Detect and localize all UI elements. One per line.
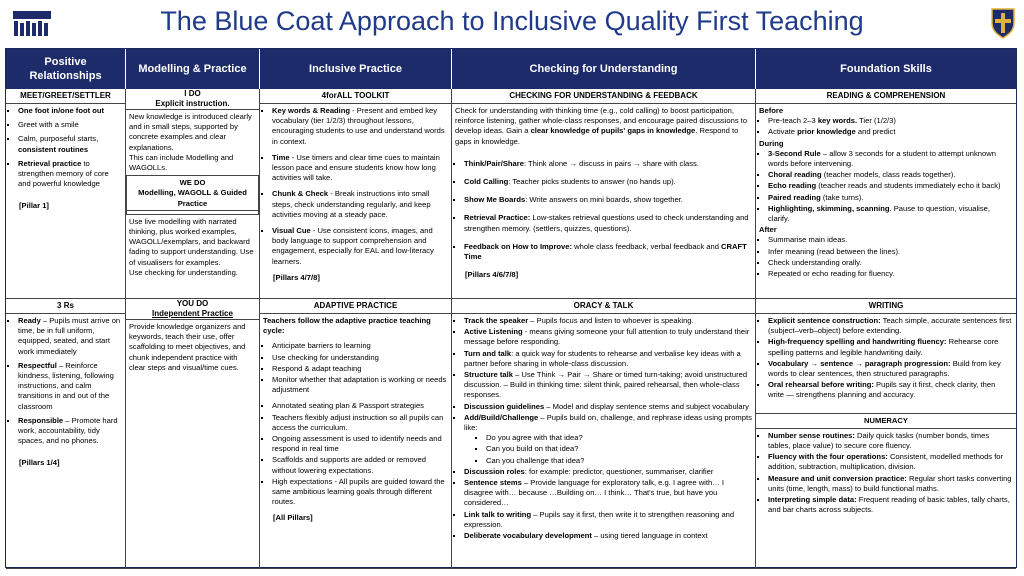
adaptive-practice-intro: Teachers follow the adaptive practice teaching cycle:: [263, 316, 431, 336]
before-label: Before: [759, 106, 784, 115]
list-item: ▪ Summarise main ideas.: [768, 235, 1013, 245]
numeracy-heading: NUMERACY: [756, 413, 1016, 429]
list-item: ▪ Ongoing assessment is used to identify needs and respond in real time: [272, 434, 448, 454]
i-do-heading: I DO Explicit instruction.: [126, 89, 259, 110]
list-item: ▪ Discussion roles: for example: predictor, questioner, summariser, clarifier: [464, 467, 752, 477]
list-item: ▪ Cold Calling: Teacher picks students to answer (no hands up).: [464, 177, 752, 187]
list-item: ▪ Monitor whether that adaptation is working or needs adjustment: [272, 375, 448, 395]
list-item: ▪ Measure and unit conversion practice: Regular short tasks converting units (time, length, mass) to build functional maths.: [768, 474, 1013, 494]
list-item: ▪ Respectful – Reinforce kindness, listening, following instructions, and calm transitions in and out of the classroom: [18, 361, 122, 412]
reading-comprehension-cell: [756, 89, 1016, 299]
list-item: ▪ Feedback on How to Improve: whole class feedback, verbal feedback and CRAFT Time: [464, 242, 752, 262]
you-do-cell: [126, 299, 260, 569]
three-rs-heading: 3 Rs: [6, 299, 125, 314]
list-item: ▪ Discussion guidelines – Model and display sentence stems and subject vocabulary: [464, 402, 752, 412]
column-header-positive-relationships: Positive Relationships: [6, 49, 126, 89]
page-title: The Blue Coat Approach to Inclusive Quality First Teaching: [160, 6, 864, 36]
school-logo-icon: [12, 10, 52, 38]
pillar-label: [Pillars 1/4]: [19, 458, 60, 468]
we-do-heading: WE DO Modelling, WAGOLL & Guided Practice: [127, 177, 258, 211]
checking-understanding-heading: CHECKING FOR UNDERSTANDING & FEEDBACK: [452, 89, 755, 104]
list-item: ▪ Oral rehearsal before writing: Pupils say it first, check clarity, then write — strengthens planning and accuracy.: [768, 380, 1013, 400]
list-item: ▪ Greet with a smile: [18, 120, 122, 130]
list-item: ▪ Pre-teach 2–3 key words. Tier (1/2/3): [768, 116, 1013, 126]
writing-numeracy-cell: [756, 299, 1016, 569]
we-do-text: Use live modelling with narrated thinking, plus worked examples, WAGOLL/exemplars, and backward fading to support understanding. Use of visualisers for examples.: [129, 216, 254, 267]
you-do-text: Provide knowledge organizers and keywords, teach their use, offer scaffolding to meet objectives, and chunk independent practice with clear steps and visual/time cues.: [129, 322, 246, 372]
list-item: ▪ Think/Pair/Share: Think alone → discuss in pairs → share with class.: [464, 159, 752, 169]
i-do-text: New knowledge is introduced clearly and in small steps, supported by concrete examples and clear explanations.: [129, 112, 252, 152]
list-item: ▪ Use checking for understanding: [272, 353, 448, 363]
list-item: ▪ Repeated or echo reading for fluency.: [768, 269, 1013, 279]
list-item: ▪ Anticipate barriers to learning: [272, 341, 448, 351]
pillar-label: [All Pillars]: [273, 513, 313, 523]
list-item: ▪ High expectations - All pupils are guided toward the same ambitious learning goals through different routes.: [272, 477, 448, 508]
list-item: ▪ Activate prior knowledge and predict: [768, 127, 1013, 137]
list-item: ▪ Echo reading (teacher reads and students immediately echo it back): [768, 181, 1013, 191]
school-crest-icon: [990, 7, 1016, 39]
list-item: ▪ Track the speaker – Pupils focus and listen to whoever is speaking.: [464, 316, 752, 326]
list-item: ▪ Respond & adapt teaching: [272, 364, 448, 374]
list-item: ▪ High-frequency spelling and handwriting fluency: Rehearse core spelling patterns and legible handwriting daily.: [768, 337, 1013, 357]
list-item: ▪ Annotated seating plan & Passport strategies: [272, 401, 448, 411]
list-item: ▪ Check understanding orally.: [768, 258, 1013, 268]
column-header-modelling-practice: Modelling & Practice: [126, 49, 260, 89]
list-item: ▪ Number sense routines: Daily quick tasks (number bonds, times tables, place value) to secure core fluency.: [768, 431, 1013, 451]
column-header-row: [6, 49, 1016, 89]
i-do-text-2: This can include Modelling and WAGOLLs.: [129, 152, 234, 173]
list-item: ▪ One foot in/one foot out: [18, 106, 122, 116]
list-item: ▪ Chunk & Check - Break instructions into small steps, check understanding regularly, and keep activities moving at a steady pace.: [272, 189, 448, 220]
meet-greet-settler-cell: [6, 89, 126, 299]
i-do-we-do-cell: [126, 89, 260, 299]
4forall-toolkit-heading: 4forALL TOOLKIT: [260, 89, 451, 104]
writing-heading: WRITING: [756, 299, 1016, 314]
4forall-toolkit-cell: [260, 89, 452, 299]
list-item: ▪ Visual Cue - Use consistent icons, images, and body language to support comprehension and engagement, especially for EAL and low-literacy learners.: [272, 226, 448, 267]
list-item: ▪ Retrieval practice to strengthen memory of core and powerful knowledge: [18, 159, 122, 190]
list-item: ▪ 3-Second Rule – allow 3 seconds for a student to attempt unknown words before intervening.: [768, 149, 1013, 169]
three-rs-cell: [6, 299, 126, 569]
pillar-label: [Pillars 4/6/7/8]: [465, 270, 519, 280]
meet-greet-settler-heading: MEET/GREET/SETTLER: [6, 89, 125, 104]
reading-comprehension-heading: READING & COMPREHENSION: [756, 89, 1016, 104]
list-item: ▪ Structure talk – Use Think → Pair → Share or timed turn-taking; avoid unstructured discussion. – Build in thinking time: silent think, paired rehearsal, then whole-class responses.: [464, 370, 752, 401]
list-item: ▪ Choral reading (teacher models, class reads together).: [768, 170, 1013, 180]
pillar-label: [Pillar 1]: [19, 201, 49, 211]
adaptive-practice-cell: [260, 299, 452, 569]
pillar-label: [Pillars 4/7/8]: [273, 272, 320, 282]
list-item: ▪ Retrieval Practice: Low-stakes retrieval questions used to check understanding and strengthen memory. (settlers, quizzes, questions).: [464, 213, 752, 233]
oracy-talk-heading: ORACY & TALK: [452, 299, 755, 314]
checking-understanding-cell: [452, 89, 756, 299]
list-item: ▪ Fluency with the four operations: Consistent, modelled methods for addition, subtraction, multiplication, division.: [768, 452, 1013, 472]
list-item: ▪ Ready – Pupils must arrive on time, be in full uniform, equipped, seated, and start work immediately: [18, 316, 122, 357]
list-item: ▪ Key words & Reading - Present and embed key vocabulary (tier 1/2/3) throughout lessons, encouraging students to use and understand words in context.: [272, 106, 448, 147]
list-item: ▪ Sentence stems – Provide language for exploratory talk, e.g. I agree with… I disagree with… because …Building on… I think… That's true, but have you considered…: [464, 478, 752, 509]
list-item: ▪ Vocabulary → sentence → paragraph progression: Build from key words to clear sentences, then structured paragraphs.: [768, 359, 1013, 379]
list-item: ▪ Infer meaning (read between the lines).: [768, 247, 1013, 257]
after-label: After: [759, 225, 777, 235]
page-header: [0, 0, 1024, 48]
list-item: ▪ Paired reading (take turns).: [768, 193, 1013, 203]
you-do-heading: YOU DO Independent Practice: [126, 299, 259, 320]
list-item: ▪ Highlighting, skimming, scanning. Pause to question, visualise, clarify.: [768, 204, 1013, 224]
list-item: ▪ Add/Build/Challenge – Pupils build on, challenge, and rephrase ideas using prompts like: ▪ Do you agree with that idea? ▪ Can you build on that idea? ▪ Can you challenge that idea?: [464, 413, 752, 466]
checking-understanding-intro: Check for understanding with thinking time (e.g., cold calling) to boost participation, reinforce listening, gather whole-class responses, and encourage paired discussions to develop ideas. Gain a clear knowledge of pupils' gaps in knowledge. Respond to gaps in knowledge.: [455, 106, 748, 146]
list-item: ▪ Active Listening - means giving someone your full attention to truly understand their message before responding.: [464, 327, 752, 347]
during-label: During: [759, 138, 784, 148]
teaching-grid: [5, 48, 1017, 568]
list-item: ▪ Time - Use timers and clear time cues to maintain lesson pace and ensure students know how long activities will take.: [272, 153, 448, 184]
oracy-talk-cell: [452, 299, 756, 569]
list-item: ▪ Show Me Boards: Write answers on mini boards, show together.: [464, 195, 752, 205]
list-item: ▪ Responsible – Promote hard work, accountability, tidy spaces, and no phones.: [18, 416, 122, 447]
column-header-foundation-skills: Foundation Skills: [840, 63, 932, 75]
list-item: ▪ Explicit sentence construction: Teach simple, accurate sentences first (subject–verb–object) before extending.: [768, 316, 1013, 336]
list-item: ▪ Interpreting simple data: Frequent reading of basic tables, tally charts, and bar charts across subjects.: [768, 495, 1013, 515]
list-item: ▪ Scaffolds and supports are added or removed without lowering expectations.: [272, 455, 448, 475]
column-header-checking-understanding: Checking for Understanding: [452, 49, 756, 89]
prompt-item: ▪ Can you challenge that idea?: [486, 456, 752, 466]
adaptive-practice-heading: ADAPTIVE PRACTICE: [260, 299, 451, 314]
list-item: ▪ Deliberate vocabulary development – using tiered language in context: [464, 531, 752, 541]
prompt-item: ▪ Do you agree with that idea?: [486, 433, 752, 443]
list-item: ▪ Turn and talk: a quick way for students to rehearse and verbalise key ideas with a partner before sharing in whole-class discussion.: [464, 349, 752, 369]
we-do-box: [126, 175, 259, 215]
list-item: ▪ Link talk to writing – Pupils say it first, then write it to strengthen reasoning and expression.: [464, 510, 752, 530]
list-item: ▪ Teachers flexibly adjust instruction so all pupils can access the curriculum.: [272, 413, 448, 433]
prompt-item: ▪ Can you build on that idea?: [486, 444, 752, 454]
column-header-inclusive-practice: Inclusive Practice: [260, 49, 452, 89]
we-do-text-2: Use checking for understanding.: [129, 267, 238, 277]
list-item: ▪ Calm, purposeful starts, consistent routines: [18, 134, 122, 154]
